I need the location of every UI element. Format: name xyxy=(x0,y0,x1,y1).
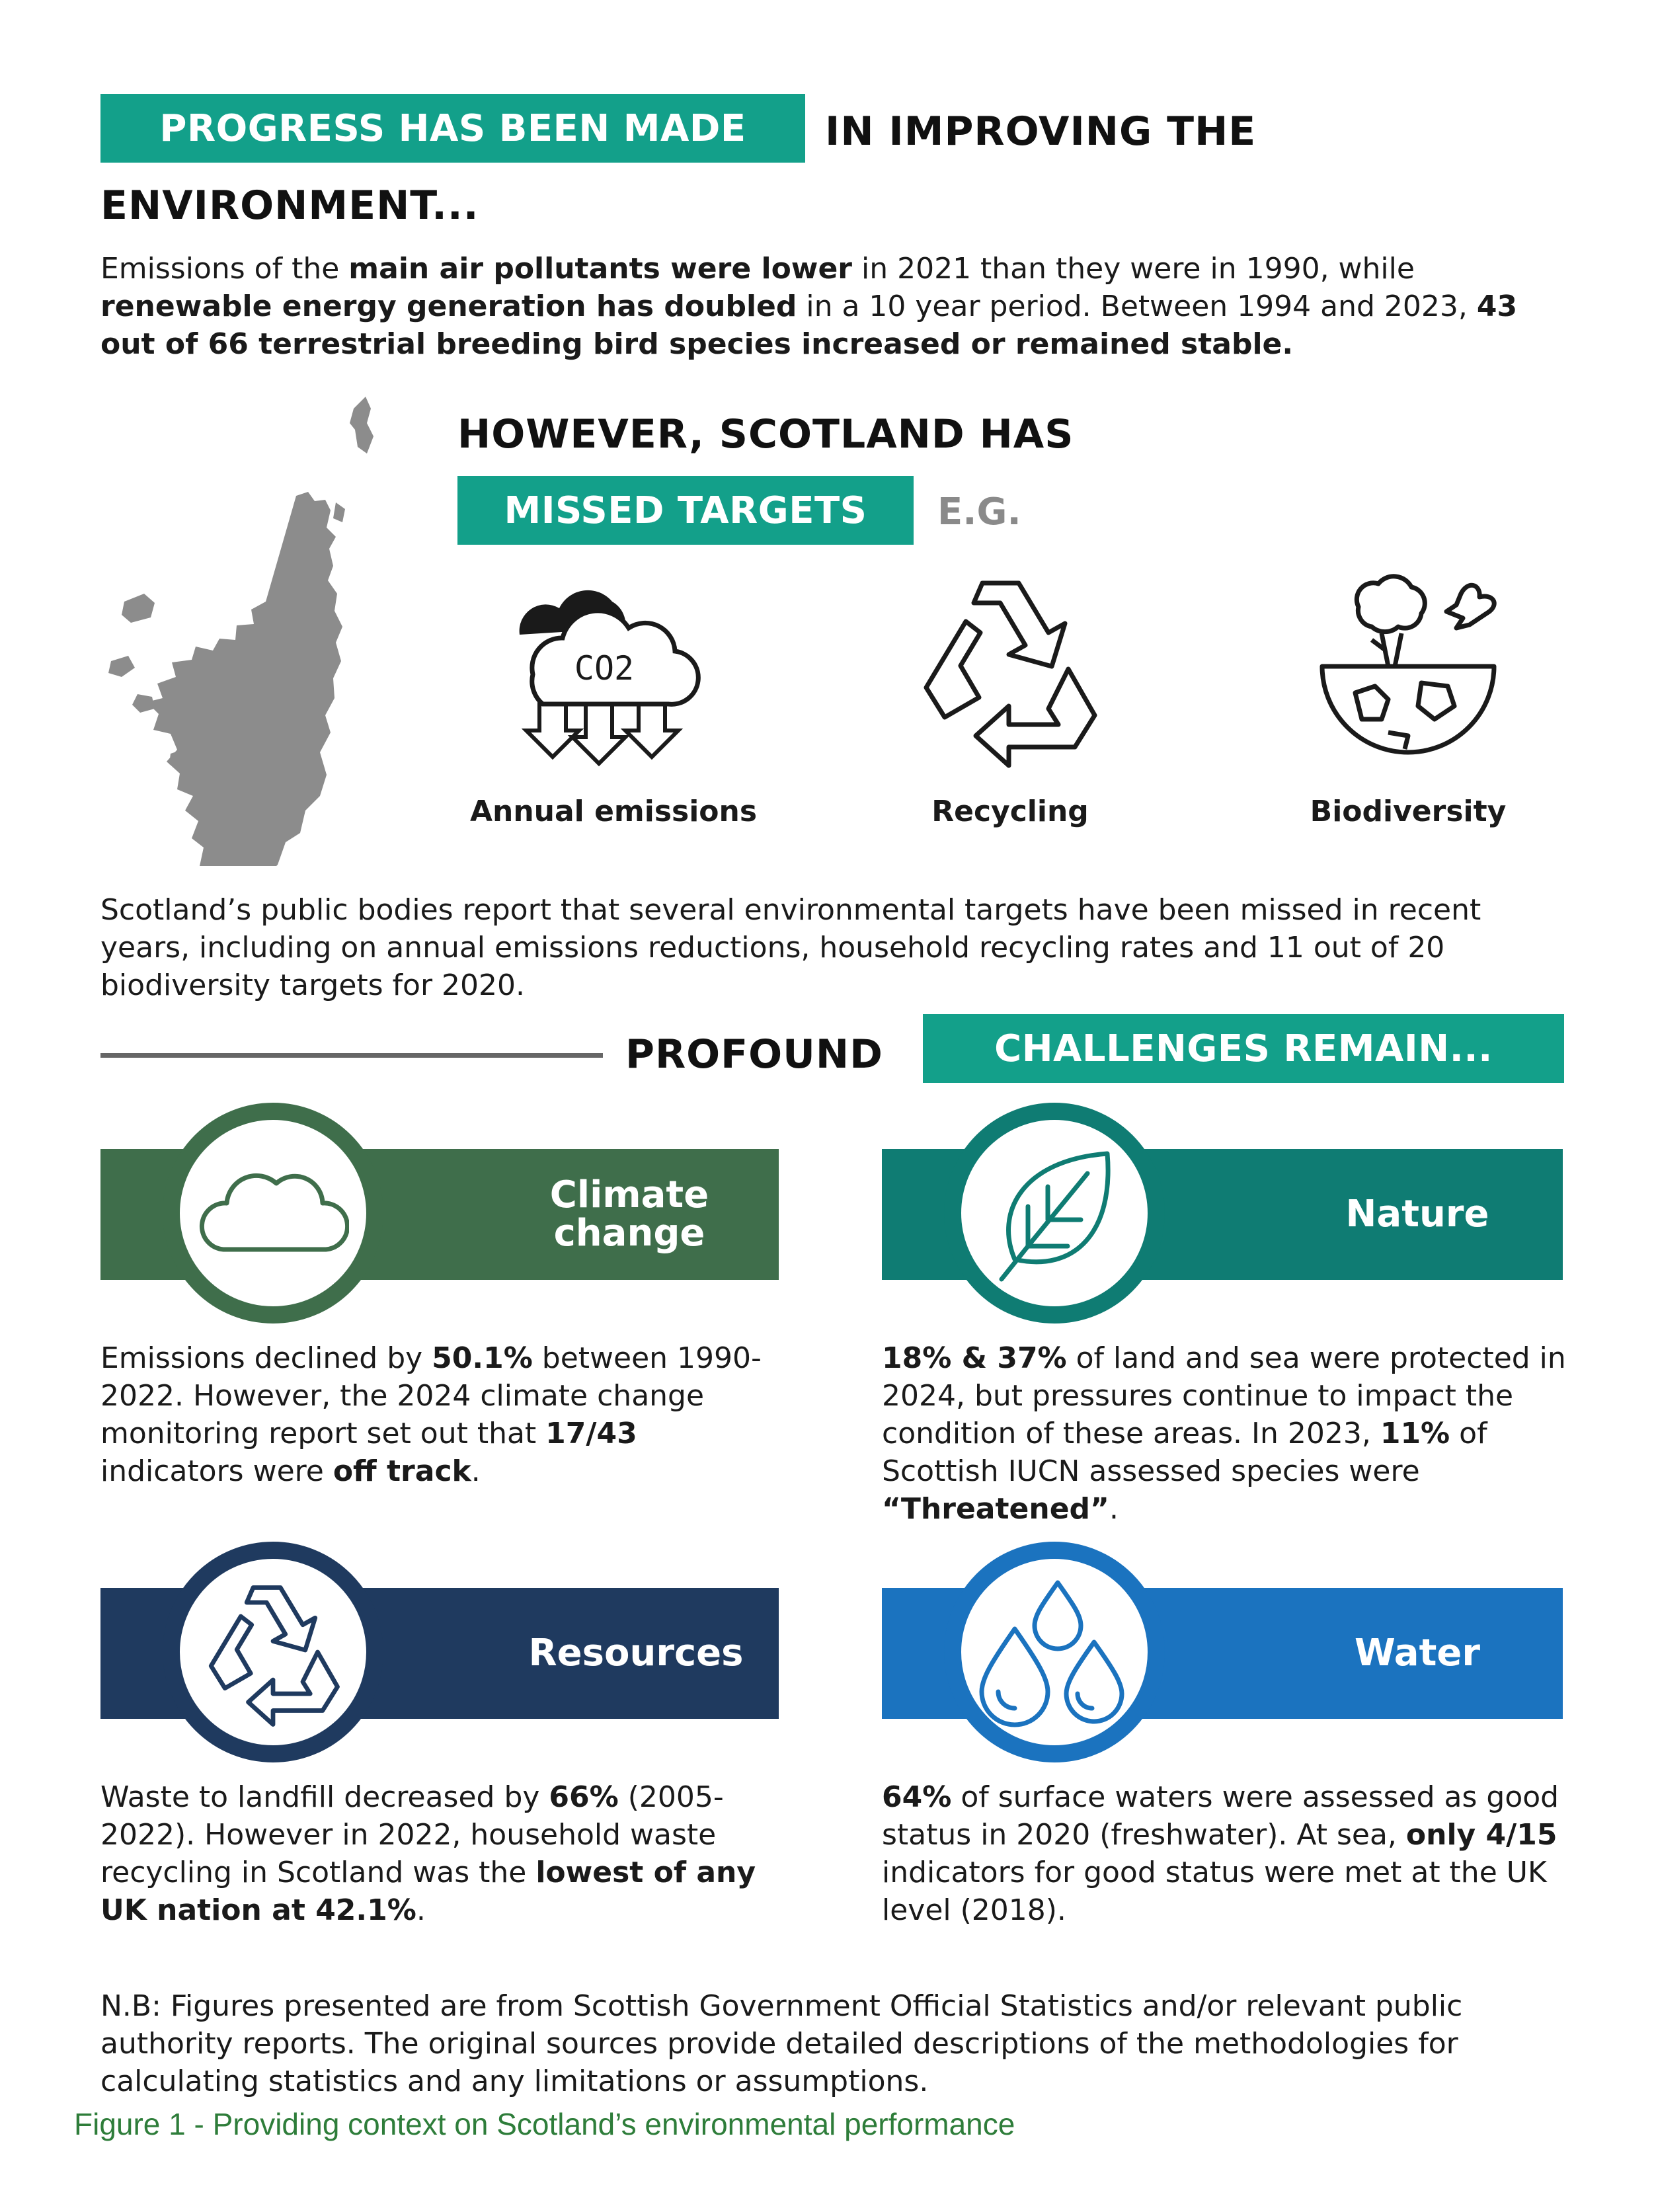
water-circle xyxy=(944,1542,1165,1762)
label-annual-emissions: Annual emissions xyxy=(469,795,758,828)
challenges-highlight-text: CHALLENGES REMAIN... xyxy=(994,1027,1493,1070)
recycle-icon-target xyxy=(903,570,1115,768)
water-drops-icon xyxy=(978,1576,1130,1728)
challenges-highlight-box xyxy=(923,1014,1564,1083)
missed-highlight-text: MISSED TARGETS xyxy=(504,489,867,532)
eg-label: E.G. xyxy=(937,491,1021,533)
cloud-icon xyxy=(197,1164,349,1263)
co2-text: CO2 xyxy=(574,649,635,688)
progress-highlight-box xyxy=(100,94,805,163)
resources-circle xyxy=(163,1542,383,1762)
resources-title: Resources xyxy=(528,1632,744,1675)
profound-label: PROFOUND xyxy=(625,1031,883,1078)
divider-line xyxy=(100,1053,603,1058)
water-text: 64% of surface waters were assessed as good status in 2020 (freshwater). At sea, only 4/15 indicators for good status were met at the UK level (2018). xyxy=(882,1780,1559,1927)
scotland-map-icon xyxy=(98,383,375,866)
figure-caption: Figure 1 - Providing context on Scotland’s environmental performance xyxy=(74,2107,1015,2141)
header-line1: IN IMPROVING THE xyxy=(825,108,1257,155)
label-recycling: Recycling xyxy=(931,795,1089,828)
resources-text: Waste to landfill decreased by 66% (2005-2022). However in 2022, household waste recycling in Scotland was the lowest of any UK nation at 42.1%. xyxy=(100,1780,756,1927)
nature-circle xyxy=(944,1103,1165,1323)
sources-note: N.B: Figures presented are from Scottish Government Official Statistics and/or relevant public authority reports. The original sources provide detailed descriptions of the methodologies for calculating statistics and any limitations or assumptions. xyxy=(100,1989,1463,2098)
climate-text: Emissions declined by 50.1% between 1990-2022. However, the 2024 climate change monitoring report set out that 17/43 indicators were off track. xyxy=(100,1341,762,1488)
recycle-icon xyxy=(194,1576,352,1728)
missed-highlight-box xyxy=(457,476,914,545)
water-title: Water xyxy=(1355,1632,1480,1675)
biodiversity-icon xyxy=(1309,567,1507,766)
progress-highlight-text: PROGRESS HAS BEEN MADE xyxy=(159,106,746,150)
climate-title: Climate change xyxy=(549,1173,709,1255)
co2-cloud-icon xyxy=(500,575,725,773)
missed-line1: HOWEVER, SCOTLAND HAS xyxy=(457,411,1074,457)
nature-text: 18% & 37% of land and sea were protected in 2024, but pressures continue to impact the condition of these areas. In 2023, 11% of Scottish IUCN assessed species were “Threatened”. xyxy=(882,1341,1566,1526)
climate-circle xyxy=(163,1103,383,1323)
header-line2: ENVIRONMENT... xyxy=(100,182,479,229)
intro-paragraph: Emissions of the main air pollutants were lower in 2021 than they were in 1990, while renewable energy generation has doubled in a 10 year period. Between 1994 and 2023, 43 out of 66 terrestrial breeding bird species increased or remained stable. xyxy=(100,252,1518,361)
label-biodiversity: Biodiversity xyxy=(1310,795,1507,828)
missed-paragraph: Scotland’s public bodies report that several environmental targets have been missed in recent years, including on annual emissions reductions, household recycling rates and 11 out of 20 biodiversity targets for 2020. xyxy=(100,893,1481,1002)
nature-title: Nature xyxy=(1345,1193,1489,1236)
leaf-icon xyxy=(988,1140,1121,1286)
